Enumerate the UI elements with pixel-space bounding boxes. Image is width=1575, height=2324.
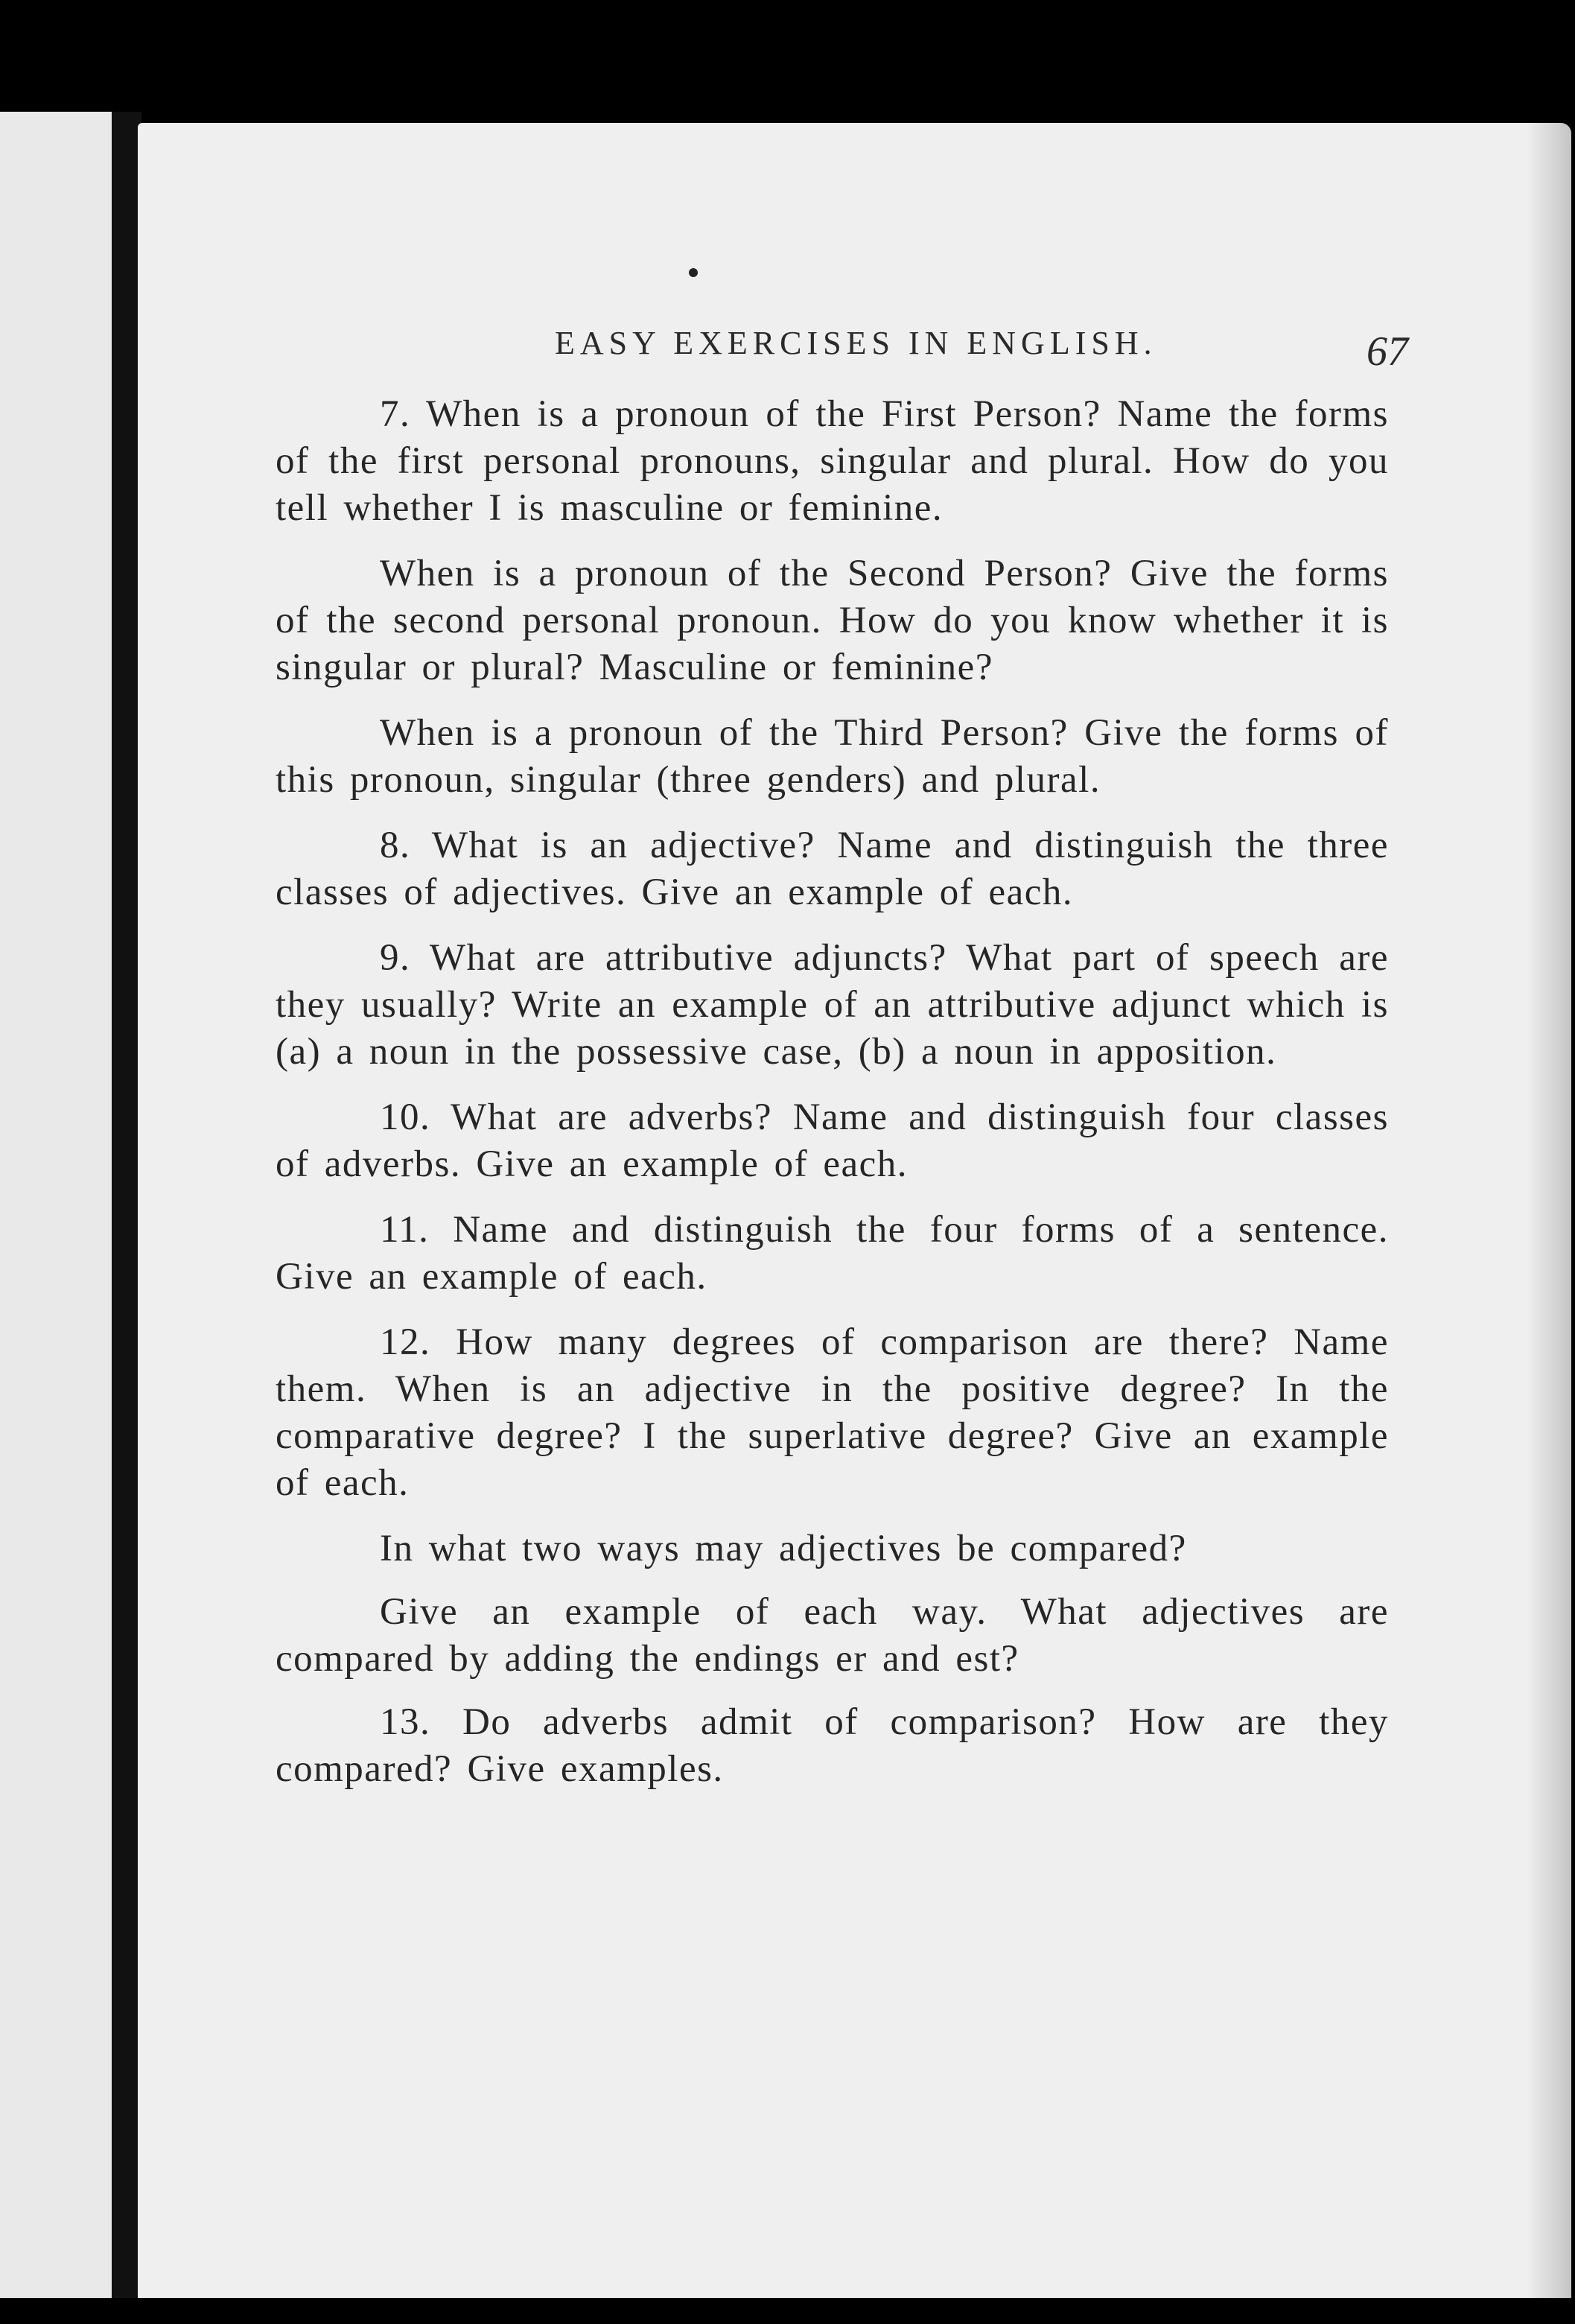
paragraph-third-person: When is a pronoun of the Third Person? Give the forms of this pronoun, singular (three genders) and plural. — [276, 712, 1389, 801]
paragraph-adjectives-compared: In what two ways may adjectives be compared? — [380, 1528, 1187, 1569]
left-page-edge — [0, 112, 116, 2324]
paragraph-question-8: 8. What is an adjective? Name and distinguish the three classes of adjectives. Give an example of each. — [276, 825, 1389, 913]
running-head: EASY EXERCISES IN ENGLISH. — [555, 325, 1157, 361]
body-text — [276, 391, 1389, 1812]
paragraph-question-10: 10. What are adverbs? Name and distinguish four classes of adverbs. Give an example of each. — [276, 1096, 1389, 1185]
paragraph-question-13: 13. Do adverbs admit of comparison? How are they compared? Give examples. — [276, 1701, 1389, 1790]
paragraph-question-11: 11. Name and distinguish the four forms of a sentence. Give an example of each. — [276, 1209, 1389, 1298]
ink-dot — [689, 268, 698, 277]
page-gutter — [112, 112, 141, 2324]
bottom-scan-edge — [0, 2298, 1575, 2324]
book-page — [138, 123, 1571, 2324]
page-shadow — [1527, 123, 1571, 2324]
page-number: 67 — [1366, 328, 1408, 375]
paragraph-second-person: When is a pronoun of the Second Person? Give the forms of the second personal pronoun. How do you know whether it is singular or plural? Masculine or feminine? — [276, 553, 1389, 688]
paragraph-question-12: 12. How many degrees of comparison are there? Name them. When is an adjective in the positive degree? In the comparative degree? I the superlative degree? Give an example of each. — [276, 1321, 1389, 1504]
paragraph-endings: Give an example of each way. What adjectives are compared by adding the endings er and est? — [276, 1591, 1389, 1680]
paragraph-question-9: 9. What are attributive adjuncts? What part of speech are they usually? Write an example of an attributive adjunct which is (a) a noun in the possessive case, (b) a noun in apposition. — [276, 937, 1389, 1073]
paragraph-question-7: 7. When is a pronoun of the First Person? Name the forms of the first personal pronouns, singular and plural. How do you tell whether I is masculine or feminine. — [276, 393, 1389, 529]
